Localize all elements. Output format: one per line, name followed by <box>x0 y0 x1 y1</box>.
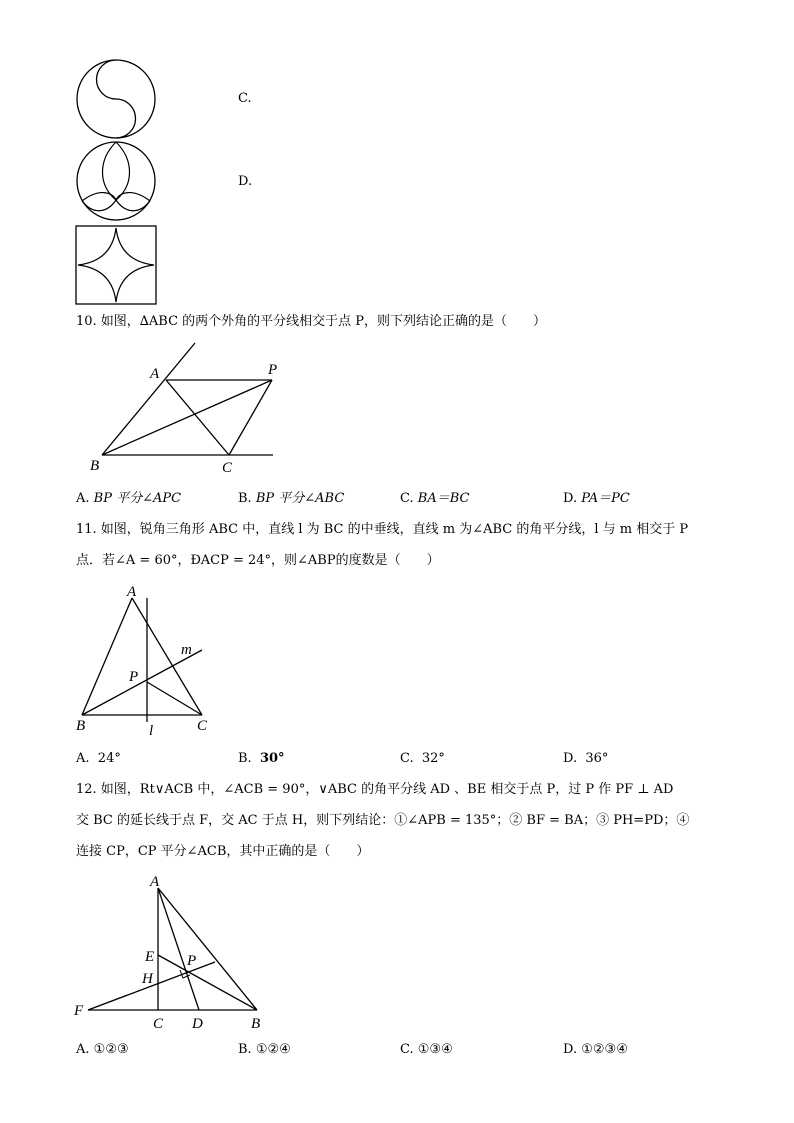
option-text: ①③④ <box>417 1042 453 1057</box>
label-p: P <box>268 362 278 378</box>
q11-option-c <box>400 750 445 768</box>
label-l: l <box>149 723 154 739</box>
option-letter: A. <box>76 491 90 506</box>
option-text: 36° <box>585 751 609 766</box>
question-12-figure <box>70 870 280 1035</box>
label-e: E <box>145 949 155 965</box>
option-letter: B. <box>238 1042 252 1057</box>
option-letter: A. <box>76 751 90 766</box>
label-d: D <box>192 1016 203 1032</box>
option-text: 30° <box>259 751 285 766</box>
q10-option-b <box>238 490 344 508</box>
option-letter: C. <box>400 1042 414 1057</box>
option-text: BP 平分∠APC <box>93 491 182 506</box>
question-10-stem: 10. 如图，∆ABC 的两个外角的平分线相交于点 P，则下列结论正确的是（ ） <box>76 314 547 329</box>
label-p: P <box>129 669 139 685</box>
q11-option-d <box>563 750 608 768</box>
label-a: A <box>127 584 137 600</box>
label-a: A <box>150 874 160 890</box>
q11-option-b <box>238 750 285 768</box>
q10-option-d <box>563 490 630 508</box>
label-b: B <box>76 718 86 734</box>
option-c-label: C. <box>238 91 252 106</box>
label-f: F <box>74 1003 84 1019</box>
option-letter: D. <box>563 1042 578 1057</box>
q11-option-a <box>76 750 121 768</box>
question-11-stem-line1: 11. 如图，锐角三角形 ABC 中，直线 l 为 BC 的中垂线，直线 m 为∠ABC 的角平分线，l 与 m 相交于 P <box>76 522 689 537</box>
option-letter: D. <box>563 751 578 766</box>
label-a: A <box>150 366 160 382</box>
question-11-stem-line2: 点．若∠A = 60°，ÐACP = 24°，则∠ABP的度数是（ ） <box>76 553 440 568</box>
option-text: 32° <box>421 751 445 766</box>
question-12-stem-line2: 交 BC 的延长线于点 F，交 AC 于点 H，则下列结论：①∠APB = 135°；② BF = BA；③ PH=PD；④ <box>76 813 690 828</box>
label-p: P <box>187 953 197 969</box>
q12-option-c <box>400 1041 453 1059</box>
option-text: ①②④ <box>255 1042 291 1057</box>
label-c: C <box>153 1016 164 1032</box>
label-b: B <box>90 458 100 474</box>
option-letter: C. <box>400 491 414 506</box>
option-text: BA＝BC <box>417 491 470 506</box>
option-text: 24° <box>97 751 121 766</box>
option-text: PA＝PC <box>581 491 630 506</box>
q10-option-a <box>76 490 181 508</box>
question-11-figure <box>72 580 222 740</box>
question-12-stem-line1: 12. 如图，Rt∨ACB 中，∠ACB = 90°，∨ABC 的角平分线 AD 、BE 相交于点 P，过 P 作 PF ⊥ AD <box>76 782 674 797</box>
option-text: ①②③④ <box>581 1042 628 1057</box>
label-h: H <box>142 971 153 987</box>
label-c: C <box>222 460 233 476</box>
option-letter: C. <box>400 751 414 766</box>
label-b: B <box>251 1016 261 1032</box>
four-point-star-square-figure <box>74 224 158 306</box>
q12-option-b <box>238 1041 291 1059</box>
option-text: ①②③ <box>93 1042 129 1057</box>
option-letter: A. <box>76 1042 90 1057</box>
option-d-label: D. <box>238 174 253 189</box>
option-letter: D. <box>563 491 578 506</box>
q12-option-a <box>76 1041 129 1059</box>
q10-option-c <box>400 490 469 508</box>
q12-option-d <box>563 1041 628 1059</box>
option-letter: B. <box>238 751 252 766</box>
yin-yang-circle-figure <box>74 58 158 140</box>
question-10-figure <box>88 340 288 480</box>
option-letter: B. <box>238 491 252 506</box>
option-text: BP 平分∠ABC <box>255 491 345 506</box>
label-c: C <box>197 718 208 734</box>
trefoil-circle-figure <box>74 140 158 222</box>
question-12-stem-line3: 连接 CP，CP 平分∠ACB，其中正确的是（ ） <box>76 844 370 859</box>
label-m: m <box>181 642 192 658</box>
